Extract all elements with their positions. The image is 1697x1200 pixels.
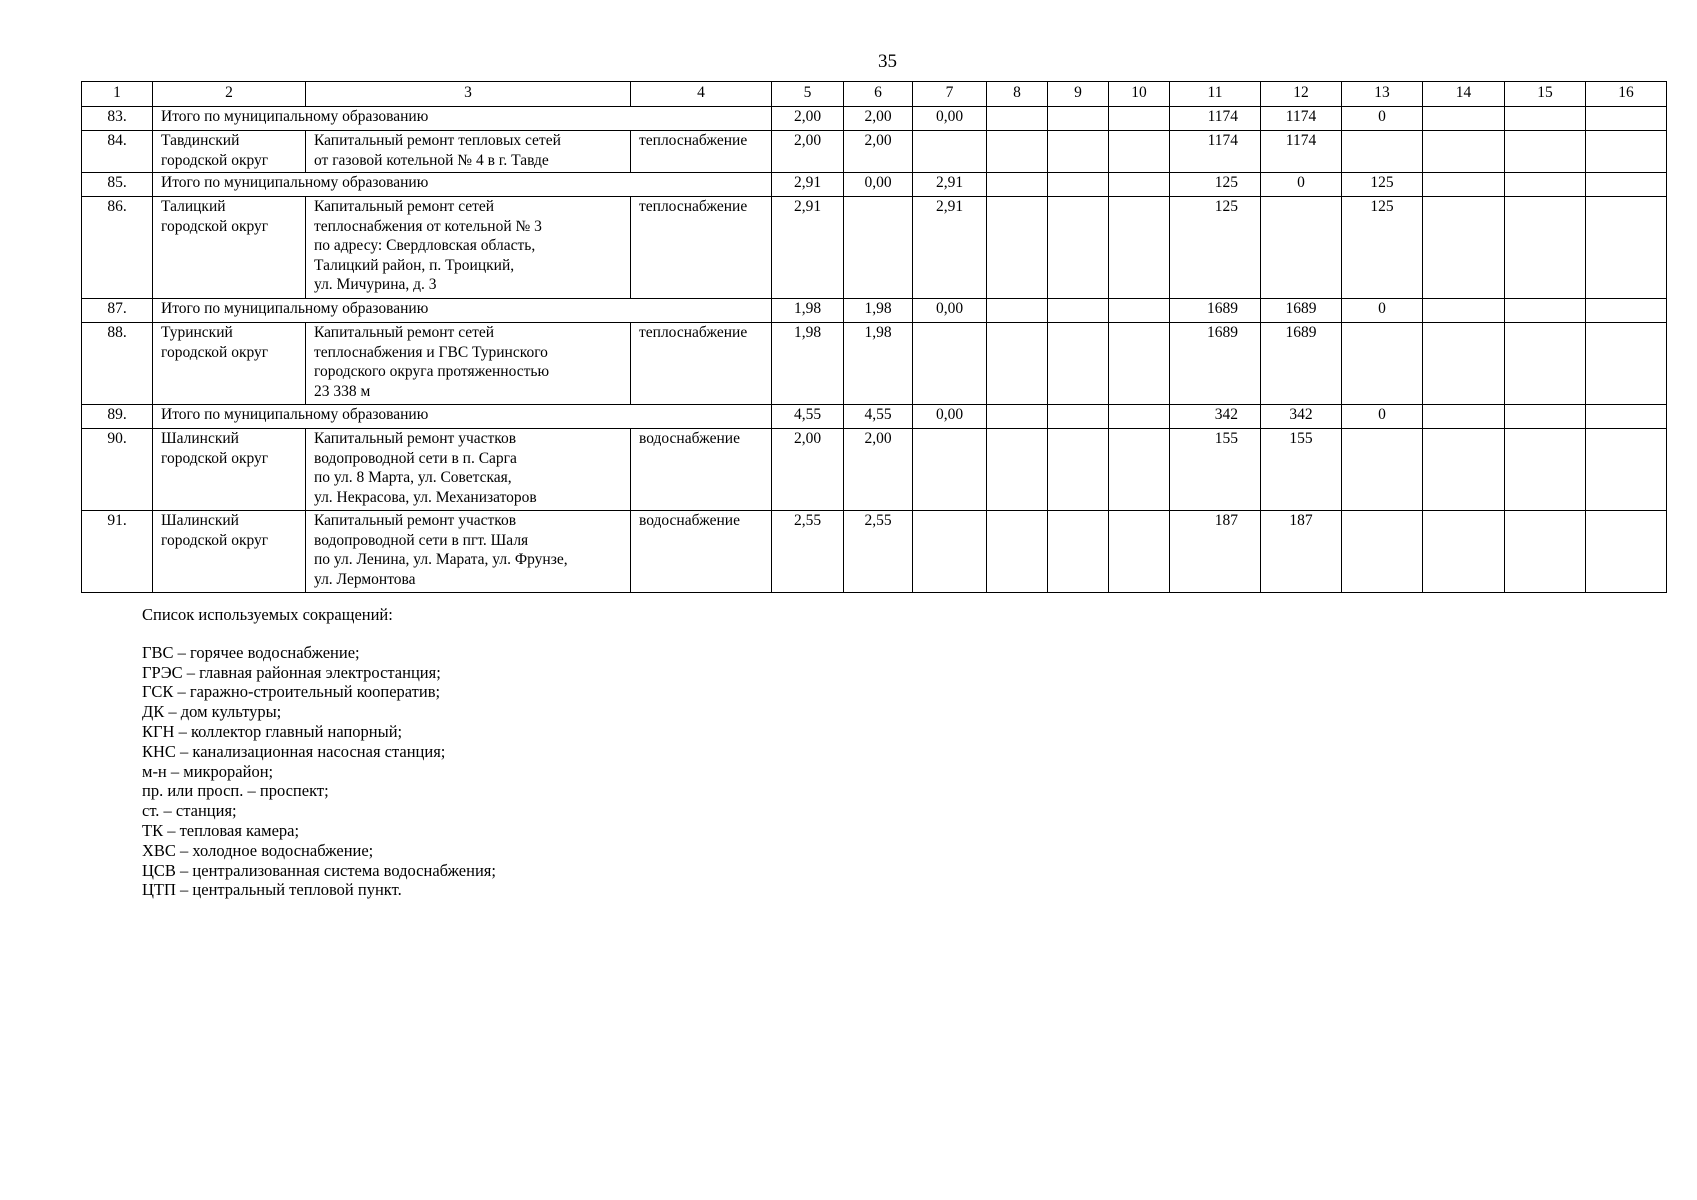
municipality-cell: Туринский городской округ (153, 323, 306, 405)
cell-col12: 1174 (1261, 107, 1342, 131)
cell-col7: 2,91 (913, 173, 987, 197)
column-header: 1 (82, 82, 153, 107)
column-header: 13 (1342, 82, 1423, 107)
cell-col5: 2,91 (772, 197, 844, 299)
cell-col6: 0,00 (844, 173, 913, 197)
cell-col10 (1109, 323, 1170, 405)
column-header: 9 (1048, 82, 1109, 107)
cell-col16 (1586, 173, 1667, 197)
table-row (82, 429, 1667, 511)
cell-col14 (1423, 429, 1505, 511)
cell-col16 (1586, 511, 1667, 593)
total-label: Итого по муниципальному образованию (153, 107, 772, 131)
cell-col10 (1109, 131, 1170, 173)
cell-col6: 4,55 (844, 405, 913, 429)
cell-col8 (987, 429, 1048, 511)
abbreviations-list (142, 643, 496, 900)
cell-col6: 1,98 (844, 323, 913, 405)
cell-col15 (1505, 511, 1586, 593)
cell-col9 (1048, 511, 1109, 593)
table-row (82, 131, 1667, 173)
row-number: 84. (82, 131, 153, 173)
cell-col14 (1423, 197, 1505, 299)
total-label: Итого по муниципальному образованию (153, 405, 772, 429)
cell-col11: 125 (1170, 197, 1261, 299)
cell-col13: 0 (1342, 405, 1423, 429)
cell-col15 (1505, 173, 1586, 197)
table-row-total (82, 299, 1667, 323)
municipality-cell: Шалинский городской округ (153, 429, 306, 511)
cell-col14 (1423, 405, 1505, 429)
cell-col15 (1505, 131, 1586, 173)
cell-col16 (1586, 429, 1667, 511)
cell-col10 (1109, 173, 1170, 197)
object-cell: Капитальный ремонт сетей теплоснабжения и ГВС Туринского городского округа протяженностью 23 338 м (306, 323, 631, 405)
column-header: 12 (1261, 82, 1342, 107)
cell-col6: 2,00 (844, 429, 913, 511)
cell-col12: 0 (1261, 173, 1342, 197)
abbreviation-item: ГСК – гаражно-строительный кооператив; (142, 682, 441, 702)
row-number: 85. (82, 173, 153, 197)
cell-col11: 1689 (1170, 323, 1261, 405)
column-header: 6 (844, 82, 913, 107)
cell-col10 (1109, 405, 1170, 429)
row-number: 91. (82, 511, 153, 593)
cell-col5: 1,98 (772, 299, 844, 323)
municipality-cell: Шалинский городской округ (153, 511, 306, 593)
cell-col11: 1174 (1170, 131, 1261, 173)
cell-col9 (1048, 197, 1109, 299)
total-label: Итого по муниципальному образованию (153, 299, 772, 323)
abbreviations-section (142, 605, 496, 900)
cell-col16 (1586, 323, 1667, 405)
abbreviation-item: ГРЭС – главная районная электростанция; (142, 662, 441, 682)
cell-col11: 155 (1170, 429, 1261, 511)
category-cell: теплоснабжение (631, 131, 772, 173)
cell-col11: 1174 (1170, 107, 1261, 131)
abbreviation-item: ТК – тепловая камера; (142, 820, 300, 840)
cell-col13: 125 (1342, 173, 1423, 197)
cell-col13: 0 (1342, 299, 1423, 323)
cell-col7: 0,00 (913, 299, 987, 323)
cell-col9 (1048, 405, 1109, 429)
cell-col6: 2,00 (844, 107, 913, 131)
abbreviations-title: Список используемых сокращений: (142, 605, 393, 624)
municipality-cell: Талицкий городской округ (153, 197, 306, 299)
cell-col15 (1505, 405, 1586, 429)
investment-table (81, 81, 1667, 593)
object-cell: Капитальный ремонт участков водопроводной сети в пгт. Шаля по ул. Ленина, ул. Марата, ул. Фрунзе, ул. Лермонтова (306, 511, 631, 593)
category-cell: водоснабжение (631, 429, 772, 511)
cell-col9 (1048, 173, 1109, 197)
cell-col8 (987, 173, 1048, 197)
column-header: 14 (1423, 82, 1505, 107)
abbreviation-item: ЦСВ – централизованная система водоснабжения; (142, 860, 496, 880)
cell-col14 (1423, 107, 1505, 131)
cell-col9 (1048, 323, 1109, 405)
cell-col14 (1423, 323, 1505, 405)
cell-col7 (913, 323, 987, 405)
cell-col10 (1109, 299, 1170, 323)
cell-col15 (1505, 107, 1586, 131)
cell-col15 (1505, 429, 1586, 511)
cell-col9 (1048, 131, 1109, 173)
cell-col14 (1423, 299, 1505, 323)
column-header: 3 (306, 82, 631, 107)
cell-col9 (1048, 429, 1109, 511)
row-number: 89. (82, 405, 153, 429)
table-row (82, 511, 1667, 593)
column-header: 10 (1109, 82, 1170, 107)
cell-col15 (1505, 197, 1586, 299)
cell-col13 (1342, 323, 1423, 405)
column-header: 16 (1586, 82, 1667, 107)
cell-col13: 125 (1342, 197, 1423, 299)
object-cell: Капитальный ремонт сетей теплоснабжения от котельной № 3 по адресу: Свердловская область, Талицкий район, п. Троицкий, ул. Мичурина, д. 3 (306, 197, 631, 299)
abbreviation-item: КНС – канализационная насосная станция; (142, 741, 446, 761)
abbreviation-item: ст. – станция; (142, 801, 237, 821)
cell-col5: 2,00 (772, 107, 844, 131)
object-cell: Капитальный ремонт тепловых сетей от газовой котельной № 4 в г. Тавде (306, 131, 631, 173)
cell-col8 (987, 405, 1048, 429)
category-cell: теплоснабжение (631, 197, 772, 299)
table-row-total (82, 405, 1667, 429)
row-number: 86. (82, 197, 153, 299)
abbreviation-item: ДК – дом культуры; (142, 702, 282, 722)
cell-col16 (1586, 299, 1667, 323)
row-number: 88. (82, 323, 153, 405)
cell-col8 (987, 107, 1048, 131)
table-row-total (82, 107, 1667, 131)
cell-col13: 0 (1342, 107, 1423, 131)
cell-col6: 2,00 (844, 131, 913, 173)
cell-col9 (1048, 107, 1109, 131)
header-row (82, 82, 1667, 107)
cell-col12: 342 (1261, 405, 1342, 429)
cell-col7: 0,00 (913, 405, 987, 429)
cell-col12: 155 (1261, 429, 1342, 511)
cell-col14 (1423, 511, 1505, 593)
cell-col7 (913, 429, 987, 511)
cell-col13 (1342, 429, 1423, 511)
cell-col10 (1109, 429, 1170, 511)
cell-col16 (1586, 405, 1667, 429)
row-number: 83. (82, 107, 153, 131)
column-header: 5 (772, 82, 844, 107)
cell-col15 (1505, 299, 1586, 323)
category-cell: теплоснабжение (631, 323, 772, 405)
cell-col16 (1586, 131, 1667, 173)
total-label: Итого по муниципальному образованию (153, 173, 772, 197)
cell-col6: 1,98 (844, 299, 913, 323)
table-row-total (82, 173, 1667, 197)
cell-col9 (1048, 299, 1109, 323)
page-number: 35 (878, 51, 897, 72)
cell-col11: 1689 (1170, 299, 1261, 323)
cell-col15 (1505, 323, 1586, 405)
municipality-cell: Тавдинский городской округ (153, 131, 306, 173)
abbreviation-item: ХВС – холодное водоснабжение; (142, 840, 374, 860)
cell-col10 (1109, 511, 1170, 593)
cell-col5: 2,00 (772, 131, 844, 173)
cell-col7 (913, 511, 987, 593)
cell-col8 (987, 299, 1048, 323)
category-cell: водоснабжение (631, 511, 772, 593)
abbreviation-item: м-н – микрорайон; (142, 761, 274, 781)
column-header: 8 (987, 82, 1048, 107)
cell-col10 (1109, 197, 1170, 299)
cell-col8 (987, 131, 1048, 173)
cell-col5: 2,00 (772, 429, 844, 511)
row-number: 90. (82, 429, 153, 511)
cell-col11: 187 (1170, 511, 1261, 593)
column-header: 15 (1505, 82, 1586, 107)
cell-col7: 2,91 (913, 197, 987, 299)
cell-col13 (1342, 131, 1423, 173)
cell-col14 (1423, 173, 1505, 197)
row-number: 87. (82, 299, 153, 323)
cell-col16 (1586, 107, 1667, 131)
column-header: 2 (153, 82, 306, 107)
abbreviation-item: пр. или просп. – проспект; (142, 781, 329, 801)
cell-col6: 2,55 (844, 511, 913, 593)
column-header: 7 (913, 82, 987, 107)
cell-col13 (1342, 511, 1423, 593)
cell-col11: 125 (1170, 173, 1261, 197)
abbreviation-item: КГН – коллектор главный напорный; (142, 721, 403, 741)
table-row (82, 197, 1667, 299)
abbreviation-item: ЦТП – центральный тепловой пункт. (142, 880, 402, 900)
cell-col5: 1,98 (772, 323, 844, 405)
cell-col5: 2,91 (772, 173, 844, 197)
cell-col12: 1689 (1261, 299, 1342, 323)
cell-col10 (1109, 107, 1170, 131)
cell-col16 (1586, 197, 1667, 299)
cell-col5: 4,55 (772, 405, 844, 429)
cell-col5: 2,55 (772, 511, 844, 593)
cell-col12 (1261, 197, 1342, 299)
object-cell: Капитальный ремонт участков водопроводной сети в п. Сарга по ул. 8 Марта, ул. Советская, ул. Некрасова, ул. Механизаторов (306, 429, 631, 511)
cell-col11: 342 (1170, 405, 1261, 429)
cell-col8 (987, 197, 1048, 299)
cell-col7 (913, 131, 987, 173)
cell-col8 (987, 323, 1048, 405)
cell-col12: 1689 (1261, 323, 1342, 405)
column-header: 11 (1170, 82, 1261, 107)
column-header: 4 (631, 82, 772, 107)
cell-col6 (844, 197, 913, 299)
table-row (82, 323, 1667, 405)
cell-col8 (987, 511, 1048, 593)
abbreviation-item: ГВС – горячее водоснабжение; (142, 642, 360, 662)
cell-col14 (1423, 131, 1505, 173)
cell-col12: 187 (1261, 511, 1342, 593)
cell-col7: 0,00 (913, 107, 987, 131)
cell-col12: 1174 (1261, 131, 1342, 173)
